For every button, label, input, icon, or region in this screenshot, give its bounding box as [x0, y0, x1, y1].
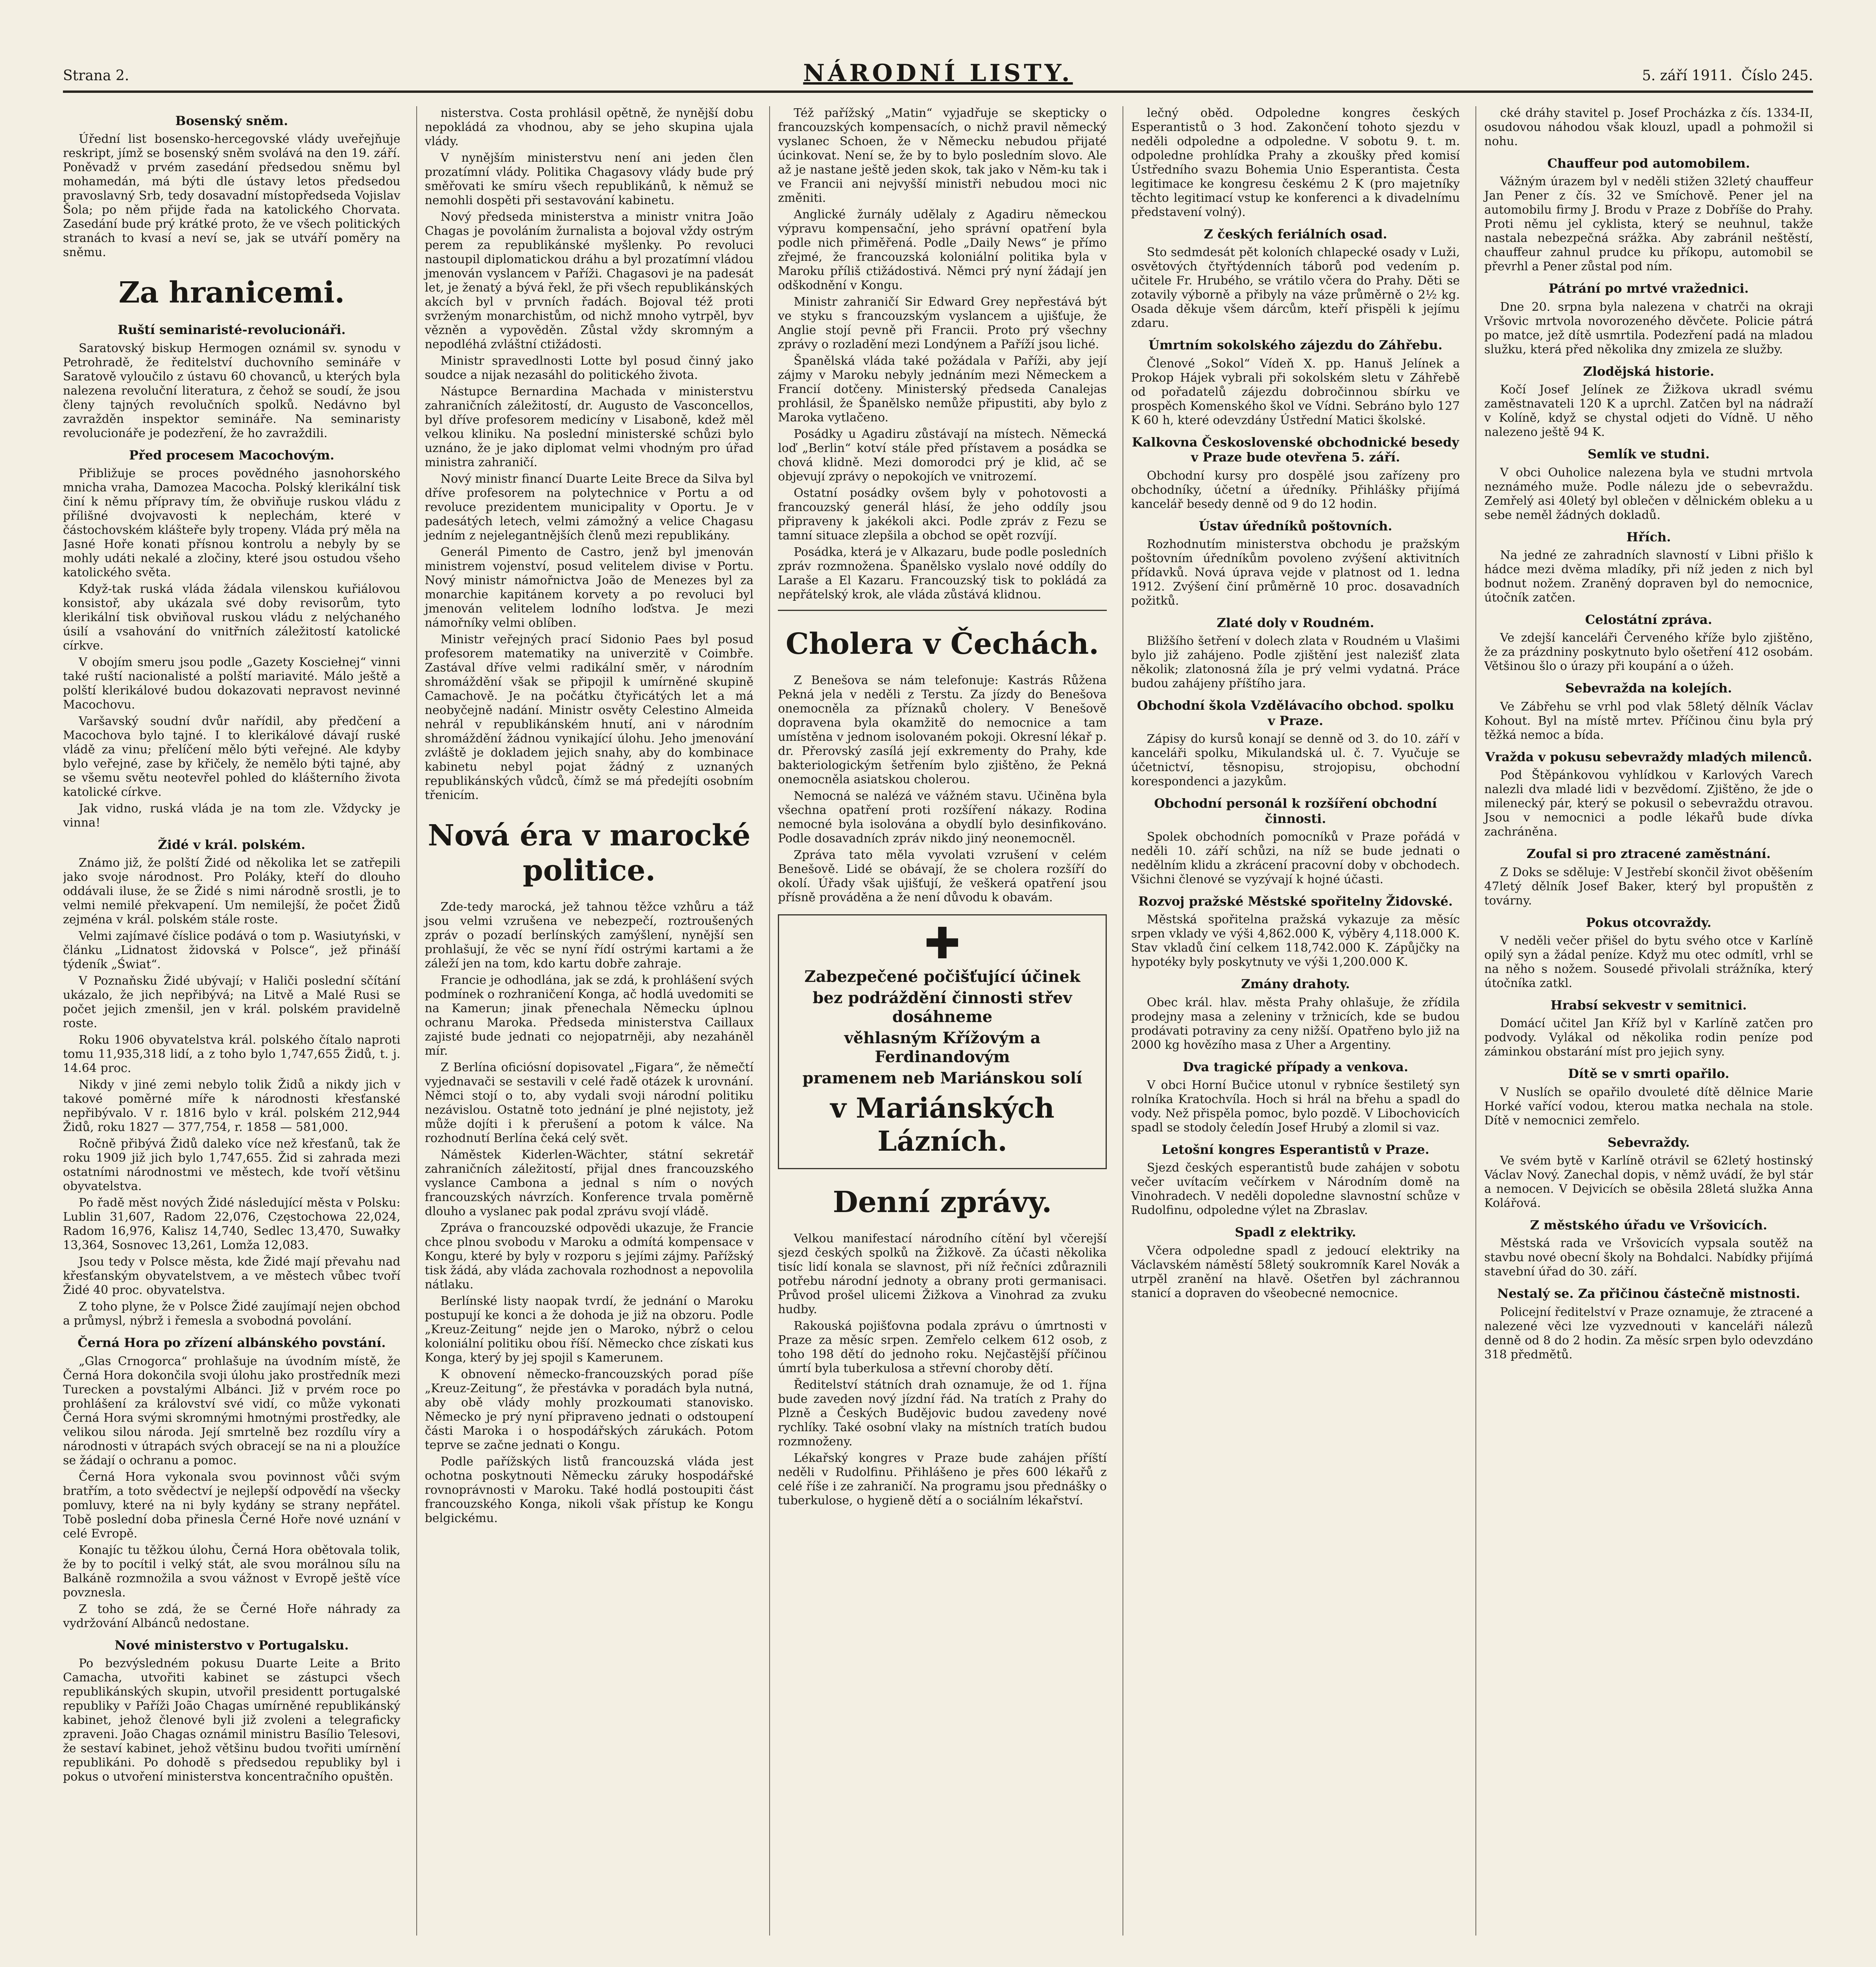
- paragraph: Přibližuje se proces povědného jasnohorského mnicha vraha, Damozea Macocha. Polský klerikální tisk činí k němu přípravy tím, že obviňuje ruskou vládu z přílišné dvojvavosti k neplechám, které v částochovském klášteře byly tropeny. Vláda prý měla na Jasné Hoře konati přísnou kontrolu a nebyly by se mohly udáti nekalé a zločiny, které jsou ostudou všeho katolického světa.: [63, 466, 401, 579]
- masthead: [63, 59, 1813, 93]
- article-heading: Vražda v pokusu sebevraždy mladých milenců.: [1485, 749, 1812, 764]
- article-heading: Zlaté doly v Roudném.: [1217, 615, 1374, 630]
- article-heading: Úmrtním sokolského zájezdu do Záhřebu.: [1148, 338, 1443, 353]
- paragraph: Z Berlína oficiósní dopisovatel „Figara“, že němečtí vyjednavači se sestavili v celé řadě otázek k urovnání. Němci stojí o to, aby vydali svoji národní politiku nezávislou. Ostatně toto jednání je plné nejistoty, jež může dojíti i k přerušení a potom k válce. Na rozhodnutí Berlína čeká celý svět.: [425, 1060, 754, 1145]
- paragraph: Černá Hora vykonala svou povinnost vůči svým bratřím, a toto svědectví je nejlepší odpovědí na všecky pomluvy, které na ni byly kydány se strany nepřátel. Tobě poslední doba přinesla Černé Hoře nové uznání v celé Evropě.: [63, 1470, 401, 1541]
- paragraph: Ministr zahraničí Sir Edward Grey nepřestává být ve styku s francouzským vyslancem a ujišťuje, že Anglie stojí pevně při Francii. Proto prý všechny zprávy o rozladění mezi Londýnem a Paříží jsou liché.: [778, 295, 1107, 351]
- article-heading: Černá Hora po zřízení albánského povstání.: [78, 1335, 386, 1351]
- paragraph: Na jedné ze zahradních slavností v Libni přišlo k hádce mezi dvěma mladíky, při níž jeden z nich byl bodnut nožem. Zraněný dopraven byl do nemocnice, útočník zatčen.: [1484, 548, 1813, 605]
- paragraph: V neděli večer přišel do bytu svého otce v Karlíně opilý syn a žádal peníze. Když mu otec odmítl, vrhl se na něho s nožem. Sousedé přivolali strážníka, který útočníka zatkl.: [1484, 934, 1813, 990]
- section-heading: Za hranicemi.: [118, 276, 345, 310]
- article-heading: Spadl z elektriky.: [1235, 1225, 1356, 1240]
- paragraph: Ve zdejší kanceláři Červeného kříže bylo zjištěno, že za prázdniny poskytnuto bylo ošetření 412 osobám. Většinou šlo o úrazy při koupání a o úžeh.: [1484, 631, 1813, 674]
- article-heading: Dítě se v smrti opařilo.: [1568, 1066, 1730, 1081]
- paragraph: Ministr veřejných prací Sidonio Paes byl posud profesorem matematiky na univerzitě v Coimbře. Zastával dříve velmi radikální směr, v národním shromáždění však se připojil k umírněné skupině Camachově. Je na počátku čtyřicátých let a má neobyčejně nadání. Ministr osvěty Celestino Almeida nehrál v republikánském hnutí, ani v národním shromáždění žádnou vynikající úlohu. Jeho jmenování zvláště je dokladem jejich snahy, aby do kombinace kabinetu nebyl pojat žádný z uznaných republikánských vůdců, čímž se má předejíti osobním třenicím.: [425, 633, 754, 802]
- section-heading: Cholera v Čechách.: [785, 627, 1099, 661]
- paragraph: Vážným úrazem byl v neděli stižen 32letý chauffeur Jan Pener z čís. 32 ve Smíchově. Pener jel na automobilu firmy J. Brodu v Praze z Dobříše do Prahy. Proti němu jel cyklista, který se neuhnul, takže nastala nebezpečná srážka. Aby zabránil neštěstí, chauffeur zahnul prudce ku příkopu, automobil se převrhl a Pener zůstal pod ním.: [1484, 175, 1813, 274]
- paragraph: V Nuslích se opařilo dvouleté dítě dělnice Marie Horké vařící vodou, kterou matka nechala na stole. Dítě v nemocnici zemřelo.: [1484, 1085, 1813, 1127]
- article-heading: Letošní kongres Esperantistů v Praze.: [1161, 1142, 1429, 1157]
- paragraph: Podle pařížských listů francouzská vláda jest ochotna poskytnouti Německu záruky hospodářské rovnoprávnosti v Maroku. Také hodlá postoupiti část francouzského Konga, nikoli však přístup ke Kongu belgickému.: [425, 1454, 754, 1525]
- article-heading: Nestalý se. Za přičinou částečně mistnosti.: [1497, 1286, 1800, 1301]
- article-heading: Hřích.: [1626, 529, 1671, 544]
- column-1: [63, 106, 401, 1936]
- paragraph: V obci Horní Bučice utonul v rybníce šestiletý syn rolníka Kratochvíla. Hoch si hrál na břehu a spadl do vody. Než přispěla pomoc, bylo pozdě. V Libochovicích spadl se stodoly čeledín Josef Hrubý a zlomil si vaz.: [1131, 1078, 1460, 1135]
- ad-line: věhlasným Křížovým a Ferdinandovým: [844, 1028, 1041, 1066]
- article-heading: Obchodní personál k rozšíření obchodní činnosti.: [1154, 796, 1437, 826]
- paragraph: Po bezvýsledném pokusu Duarte Leite a Brito Camacha, utvořiti kabinet se zástupci všech republikánských skupin, utvořil presidentt portugalské republiky v Paříži João Chagas umírněné republikánský kabinet, jehož členové byli již zvoleni a telegraficky zpraveni. João Chagas oznámil ministru Basílio Telesovi, že sestaví kabinet, jehož většinu budou tvořiti umírnění republikáni. Po dohodě s předsedou republiky byl i pokus o utvoření ministerstva koncentračního opuštěn.: [63, 1657, 401, 1784]
- issue-date: 5. září 1911. Číslo 245.: [1642, 67, 1813, 84]
- paragraph: nisterstva. Costa prohlásil opětně, že nynější dobu nepokládá za vhodnou, aby se jeho skupina ujala vlády.: [425, 106, 754, 148]
- ad-line: pramenem neb Mariánskou solí: [802, 1068, 1082, 1087]
- article-heading: Z městského úřadu ve Vršovicích.: [1530, 1218, 1767, 1233]
- article-heading: Sebevraždy.: [1607, 1135, 1690, 1150]
- column-2: [416, 106, 754, 1936]
- paragraph: Známo již, že polští Židé od několika let se zatřepili jako svoje národnost. Pro Poláky, kteří do dlouho oddávali iluse, že se Židé s nimi národně srostli, je to velmi nemilé překvapení. Um nemilejší, že počet Židů zejména v král. polském stále roste.: [63, 856, 401, 927]
- paragraph: Nový ministr financí Duarte Leite Brece da Silva byl dříve profesorem na polytechnice v Portu a od revoluce prezidentem municipality v Oportu. Je v padesátých letech, velmi zámožný a velice Chagasu jedním z nejelegantnějších členů mezi republikány.: [425, 472, 754, 542]
- article-heading: Zmány drahoty.: [1241, 976, 1350, 992]
- paragraph: Francie je odhodlána, jak se zdá, k prohlášení svých podmínek o rozhraničení Konga, ač hodlá uvedomiti se na Kamerun; jinak přenechala Německu úplnou ochranu Maroka. Předseda ministerstva Caillaux zajisté bude jednati co nejopatrněji, aby nezaháněl mír.: [425, 973, 754, 1058]
- paragraph: Dne 20. srpna byla nalezena v chatrči na okraji Vršovic mrtvola novorozeného děvčete. Policie pátrá po matce, jež dítě usmrtila. Podezření padá na mladou služku, která před několika dny zmizela ze služby.: [1484, 300, 1813, 356]
- cross-icon: ✚: [924, 918, 961, 969]
- article-heading: Hrabsí sekvestr v semitnici.: [1550, 997, 1747, 1013]
- paragraph: Bližšího šetření v dolech zlata v Roudném u Vlašimi bylo již zahájeno. Podle zjištění jest nalezišť zlata několik; zlatonosná žíla je prý velmi vydatná. Práce budou zahájeny příštího jara.: [1131, 634, 1460, 691]
- article-heading: Zlodějská historie.: [1583, 364, 1714, 379]
- article-heading: Dva tragické případy a venkova.: [1183, 1059, 1409, 1074]
- paragraph: Nový předseda ministerstva a ministr vnitra João Chagas je povoláním žurnalista a bojoval vždy ostrým perem za republikánské myšlenky. Po revoluci nastoupil diplomatickou dráhu a byl prozatímní vládou jmenován vyslancem v Paříži. Chagasovi je na padesát let, je ženatý a bývá řekl, že při všech republikánských akcích byl v prvních řadách. Bojoval též proti svrženým monarchistům, od nichž mnoho vytrpěl, byv vězněn a vypověděn. Zůstal vždy skromným a nepodléhá zvláštní ctižádosti.: [425, 210, 754, 351]
- paragraph: Po řadě měst nových Židé následující města v Polsku: Lublin 31,607, Radom 22,076, Częstochowa 22,024, Radom 16,976, Kalisz 14,740, Sedlec 13,470, Suwałky 13,364, Sosnovec 13,261, Lomža 12,083.: [63, 1196, 401, 1253]
- paragraph: Městská rada ve Vršovicích vypsala soutěž na stavbu nové obecní školy na Bohdalci. Nabídky přijímá stavební úřad do 30. září.: [1484, 1236, 1813, 1279]
- article-heading: Před procesem Macochovým.: [129, 447, 334, 463]
- column-4: [1123, 106, 1460, 1936]
- paragraph: V Poznaňsku Židé ubývají; v Haliči poslední sčítání ukázalo, že jich nepřibývá; na Litvě a Malé Rusi se počet jejich zmenšil, jen v král. polském pravidelně roste.: [63, 974, 401, 1031]
- paragraph: Včera odpoledne spadl z jedoucí elektriky na Václavském náměstí 58letý soukromník Karel Novák a utrpěl zranění na hlavě. Ošetřen byl záchrannou stanicí a dopraven do všeobecné nemocnice.: [1131, 1244, 1460, 1300]
- newspaper-title: NÁRODNÍ LISTY.: [803, 59, 1073, 87]
- ad-line: bez podráždění činnosti střev dosáhneme: [812, 988, 1072, 1026]
- paragraph: Nástupce Bernardina Machada v ministerstvu zahraničních záležitostí, dr. Augusto de Vasconcellos, byl dříve profesorem medicíny v Lisaboně, kdež měl velkou kliniku. Na poslední ministerské schůzi bylo uznáno, že je jako diplomat velmi vhodným pro úřad ministra zahraničí.: [425, 385, 754, 469]
- paragraph: Domácí učitel Jan Kříž byl v Karlíně zatčen pro podvody. Vylákal od několika rodin peníze pod záminkou obstarání míst pro jejich syny.: [1484, 1017, 1813, 1059]
- paragraph: Ročně přibývá Židů daleko více než křesťanů, tak že roku 1909 již jich bylo 1,747,655. Žid si zahrada mezi ostatními národnostmi ve městech, kde tvoří většinu obyvatelstva.: [63, 1137, 401, 1194]
- section-heading: Denní zprávy.: [833, 1185, 1052, 1219]
- paragraph: V obojím smeru jsou podle „Gazety Kosciełnej“ vinni také ruští nacionalisté a polští mariavité. Málo ještě a polští klerikálové budou dokazovati nepravost nevinné Macochovu.: [63, 655, 401, 712]
- article-heading: Celostátní zpráva.: [1585, 612, 1712, 627]
- paragraph: Ve Zábřehu se vrhl pod vlak 58letý dělník Václav Kohout. Byl na místě mrtev. Příčinou činu byla prý těžká nemoc a bída.: [1484, 699, 1813, 742]
- paragraph: Jak vidno, ruská vláda je na tom zle. Vždycky je vinna!: [63, 801, 401, 830]
- paragraph: Policejní ředitelství v Praze oznamuje, že ztracené a nalezené věci lze vyzvednouti v kanceláři nálezů denně od 8 do 2 hodin. Za měsíc srpen bylo odevzdáno 318 předmětů.: [1484, 1305, 1813, 1362]
- paragraph: Z toho plyne, že v Polsce Židé zaujímají nejen obchod a průmysl, nýbrž i řemesla a svobodná povolání.: [63, 1300, 401, 1328]
- paragraph: Sjezd českých esperantistů bude zahájen v sobotu večer uvítacím večírkem v Národním domě na Vinohradech. V neděli dopoledne slavnostní schůze v Rudolfinu, odpoledne výlet na Zbraslav.: [1131, 1161, 1460, 1218]
- paragraph: Saratovský biskup Hermogen oznámil sv. synodu v Petrohradě, že ředitelství duchovního semináře v Saratově vyloučilo z ústavu 60 chovanců, u kterých byla nalezena revoluční literatura, z čehož se soudí, že jsou členy tajných revolučních spolků. Nedávno byl zavražděn inspektor semináře. Na seminaristy revolucionáře je podezření, že ho zavraždili.: [63, 341, 401, 440]
- ad-title: v Mariánských Lázních.: [830, 1091, 1054, 1157]
- article-heading: Z českých feriálních osad.: [1204, 227, 1387, 242]
- paragraph: „Glas Crnogorca“ prohlašuje na úvodním místě, že Černá Hora dokončila svoji úlohu jako prostředník mezi Turecken a povstalými Albánci. Již v prvém roce po prohlášení za království své vidí, co může vykonati Černá Hora svými skromnými hmotnými prostředky, ale velikou silou národa. Její smrtelně bez rozdílu víry a národnosti v útrapách svých obracejí se na ni a ploužíce se žádají o ochranu a pomoc.: [63, 1354, 401, 1467]
- paragraph: Sto sedmdesát pět koloních chlapecké osady v Luži, osvětových čtyřtýdenních táborů pod vedením p. učitele Fr. Hrubého, se vrátilo včera do Prahy. Děti se zotavily výborně a přibyly na váze průměrně o 2½ kg. Osada děkuje všem dárcům, kteří přispěli k jejímu zdaru.: [1131, 245, 1460, 330]
- paragraph: Obchodní kursy pro dospělé jsou zařízeny pro obchodníky, účetní a úředníky. Přihlášky přijímá kancelář besedy denně od 9 do 12 hodin.: [1131, 469, 1460, 511]
- paragraph: Roku 1906 obyvatelstva král. polského čítalo naproti tomu 11,935,318 lidí, a z toho bylo 1,747,655 Židů, t. j. 14.64 proc.: [63, 1033, 401, 1076]
- paragraph: Varšavský soudní dvůr nařídil, aby předčení a Macochova bylo tajné. I to klerikálové dávají ruské vládě za vinu; přelíčení mělo býti veřejné. Ale kdyby bylo veřejné, zase by křičely, že nemělo býti tajné, aby se všemu světu neotevřel pohled do klášterního života katolické církve.: [63, 714, 401, 799]
- article-heading: Židé v král. polském.: [158, 837, 306, 852]
- paragraph: Posádka, která je v Alkazaru, bude podle posledních zpráv rozmnožena. Španělsko vyslalo nové oddíly do Laraše a El Kazaru. Francouzský tisk to pokládá za nepřátelský krok, ale vláda zůstává klidnou.: [778, 545, 1107, 602]
- paragraph: Spolek obchodních pomocníků v Praze pořádá v neděli 10. září schůzi, na níž se bude jednati o nedělním klidu a zkrácení pracovní doby v obchodech. Všichni členové se vyzývají k hojné účasti.: [1131, 830, 1460, 886]
- paragraph: Anglické žurnály udělaly z Agadiru německou výpravu kompensační, jeho správní opatření byla podle nich přiměřená. Podle „Daily News“ je přímo zřejmé, že francouzská koloniální politika byla v Maroku příliš ctižádostivá. Němci prý nyní žádají jen odškodnění v Kongu.: [778, 208, 1107, 292]
- paragraph: Nemocná se nalézá ve vážném stavu. Učiněna byla všechna opatření proti rozšíření nákazy. Rodina nemocné byla isolována a obydlí bylo desinfikováno. Podle dosavadních zpráv nikdo jiný neonemocněl.: [778, 789, 1107, 845]
- advertisement-box: [778, 914, 1107, 1169]
- column-3: [769, 106, 1107, 1936]
- paragraph: Zpráva tato měla vyvolati vzrušení v celém Benešově. Lidé se obávají, že se cholera rozšíří do okolí. Úřady však ujišťují, že veškerá opatření jsou přísně prováděna a že není důvodu k obavám.: [778, 848, 1107, 904]
- article-heading: Zoufal si pro ztracené zaměstnání.: [1526, 846, 1771, 862]
- article-heading: Ústav úředníků poštovních.: [1198, 518, 1392, 533]
- article-heading: Pokus otcovraždy.: [1586, 915, 1712, 930]
- section-heading: Nová éra v marocké politice.: [428, 819, 751, 888]
- paragraph: Obec král. hlav. města Prahy ohlašuje, že zřídila prodejny masa a zeleniny v tržnicích, kde se budou prodávati potraviny za ceny nižší. Opatřeno bylo již na 2000 kg hovězího masa z Uher a Argentiny.: [1131, 995, 1460, 1052]
- column-5: [1475, 106, 1813, 1936]
- paragraph: Ministr spravedlnosti Lotte byl posud činný jako soudce a nijak nezasáhl do politického života.: [425, 354, 754, 382]
- paragraph: Kočí Josef Jelínek ze Žižkova ukradl svému zaměstnavateli 120 K a uprchl. Zatčen byl na nádraží v Kolíně, když se chystal odjeti do Vídně. U něho nalezeno ještě 94 K.: [1484, 383, 1813, 439]
- article-heading: Kalkovna Československé obchodnické besedy v Praze bude otevřena 5. září.: [1132, 434, 1459, 465]
- paragraph: Z Doks se sděluje: V Jestřebí skončil život oběšením 47letý dělník Josef Baker, který byl propuštěn z továrny.: [1484, 865, 1813, 908]
- paragraph: Z toho se zdá, že se Černé Hoře náhrady za vydržování Albánců nedostane.: [63, 1602, 401, 1630]
- paragraph: Úřední list bosensko-hercegovské vlády uveřejňuje reskript, jímž se bosenský sněm svolává na den 19. září. Poněvadž v prvém zasedání předsedou sněmu byl mohamedán, má býti dle ústavy letos předsedou pravoslavný Srb, tedy dosavadní místopředseda Vojislav Šola; po něm přijde řada na katolického Chorvata. Zasedání bude prý krátké proto, že ve všech politických stranách to kvasí a neví se, jak se utváří poměry na sněmu.: [63, 132, 401, 260]
- paragraph: Když-tak ruská vláda žádala vilenskou kuřiálovou konsistoř, aby ukázala své doby revisorům, tyto klerikální tisk obviňoval ruskou vládu z nelýchaného úsilí a vsahování do vnitřních záležitostí katolické církve.: [63, 582, 401, 653]
- paragraph: Velkou manifestací národního cítění byl včerejší sjezd českých spolků na Žižkově. Za účasti několika tisíc lidí konala se slavnost, při níž řečníci zdůraznili potřebu národní jednoty a obrany proti germanisaci. Průvod prošel ulicemi Žižkova a Vinohrad za zvuku hudby.: [778, 1231, 1107, 1316]
- paragraph: lečný oběd. Odpoledne kongres českých Esperantistů o 3 hod. Zakončení tohoto sjezdu v neděli odpoledne a odpoledne. V sobotu 9. t. m. odpoledne prohlídka Prahy a zkoušky před komisí Ústředního svazu Bohemia Unio Esperantista. Česta legitimace ke kongresu českému 2 K (pro majetníky těchto legitimací vstup ke konferenci a k divadelnímu představení volný).: [1131, 106, 1460, 219]
- paragraph: V obci Ouholice nalezena byla ve studni mrtvola neznámého muže. Podle nálezu jde o sebevraždu. Zemřelý asi 40letý byl oblečen v dělnickém obleku a u sebe neměl žádných dokladů.: [1484, 465, 1813, 522]
- article-heading: Chauffeur pod automobilem.: [1547, 156, 1750, 171]
- paragraph: Zpráva o francouzské odpovědi ukazuje, že Francie chce plnou svobodu v Maroku a odmítá kompensace v Kongu, které by byly v rozporu s jejími zájmy. Pařížský tisk žádá, aby vláda zachovala rozhodnost a nepovolila nátlaku.: [425, 1221, 754, 1292]
- paragraph: Konajíc tu těžkou úlohu, Černá Hora obětovala tolik, že by to pocítil i velký stát, ale svou morálnou sílu na Balkáně rozmnožila a svou vážnost v Evropě ještě více povznesla.: [63, 1543, 401, 1600]
- paragraph: K obnovení německo-francouzských porad píše „Kreuz-Zeitung“, že přestávka v poradách byla nutná, aby obě vlády mohly prozkoumati stanovisko. Německo je prý nyní připraveno jednati o odstoupení části Maroka i o hospodářských zárukách. Potom teprve se začne jednati o Kongu.: [425, 1367, 754, 1452]
- paragraph: Zápisy do kursů konají se denně od 3. do 10. září v kanceláři spolku, Mikulandská ul. č. 7. Vyučuje se účetnictví, těsnopisu, strojopisu, obchodní korespondenci a jazykům.: [1131, 732, 1460, 789]
- paragraph: Zde-tedy marocká, jež tahnou těžce vzhůru a táž jsou velmi vzrušena ve nebezpečí, roztroušených zpráv o pozadí berlínských zamýšlení, nynější sen prohlašují, že věc se nyní řídí ostrými kartami a že záleží jen na tom, kdo kartu dobře zahraje.: [425, 900, 754, 971]
- article-heading: Semlík ve studni.: [1588, 447, 1710, 462]
- paragraph: Rozhodnutím ministerstva obchodu je pražským poštovním úředníkům povoleno zvýšení aktivitních přídavků. Nová úprava vejde v platnost od 1. ledna 1912. Zvýšení činí průměrně 10 proc. dosavadních požitků.: [1131, 537, 1460, 608]
- paragraph: Náměstek Kiderlen-Wächter, státní sekretář zahraničních záležitostí, přijal dnes francouzského vyslance Cambona a jednal s ním o nových francouzských návrzích. Konference trvala poměrně dlouho a vyslanec pak podal zprávu svojí vládě.: [425, 1148, 754, 1218]
- paragraph: Generál Pimento de Castro, jenž byl jmenován ministrem vojenství, posud velitelem divise v Portu. Nový ministr námořnictva João de Menezes byl za monarchie kapitánem korvety a po revoluci byl jmenován velitelem lodního loďstva. Je mezi námořníky velmi oblíben.: [425, 545, 754, 630]
- article-heading: Pátrání po mrtvé vražednici.: [1548, 281, 1749, 296]
- paragraph: Městská spořitelna pražská vykazuje za měsíc srpen vklady ve výši 4,862.000 K, výběry 4,118.000 K. Stav vkladů činí celkem 118,742.000 K. Zápůjčky na hypotéky byly poskytnuty ve výši 1,200.000 K.: [1131, 913, 1460, 969]
- paragraph: Lékařský kongres v Praze bude zahájen příští neděli v Rudolfinu. Přihlášeno je přes 600 lékařů z celé říše i ze zahraničí. Na programu jsou přednášky o tuberkulose, o hygieně dětí a o sociálním lékařství.: [778, 1451, 1107, 1508]
- paragraph: Posádky u Agadiru zůstávají na místech. Německá loď „Berlin“ kotví stále před přístavem a posádka se chová klidně. Mezi domorodci prý je klid, ač se objevují zprávy o nepokojích ve vnitrozemí.: [778, 427, 1107, 483]
- page-number: Strana 2.: [63, 67, 129, 84]
- article-heading: Sebevražda na kolejích.: [1565, 681, 1732, 696]
- article-heading: Obchodní škola Vzdělávacího obchod. spolku v Praze.: [1137, 698, 1454, 728]
- paragraph: Členové „Sokol“ Vídeň X. pp. Hanuš Jelínek a Prokop Hájek vybrali při sokolském sletu v Záhřebě od pořadatelů zájezdu dobročinnou sbírku ve prospěch Komenského škol ve Vídni. Sebráno bylo 127 K 60 h, které odevzdány Ústřední Matici školské.: [1131, 356, 1460, 427]
- paragraph: V nynějším ministerstvu není ani jeden člen prozatímní vlády. Politika Chagasovy vlády bude prý směřovati ke smíru všech republikánů, k němuž se nemohli dospěti při sestavování kabinetu.: [425, 151, 754, 207]
- paragraph: Rakouská pojišťovna podala zprávu o úmrtnosti v Praze za měsíc srpen. Zemřelo celkem 612 osob, z toho 198 dětí do jednoho roku. Nejčastější příčinou úmrtí byla tuberkulosa a střevní choroby dětí.: [778, 1319, 1107, 1375]
- paragraph: Ředitelství státních drah oznamuje, že od 1. října bude zaveden nový jízdní řád. Na tratích z Prahy do Plzně a Českých Budějovic budou zavedeny nové rychlíky. Také osobní vlaky na místních tratích budou rozmnoženy.: [778, 1378, 1107, 1448]
- article-heading: Bosenský sněm.: [175, 113, 288, 128]
- divider: [778, 610, 1107, 611]
- paragraph: Berlínské listy naopak tvrdí, že jednání o Maroku postupují ke konci a že dohoda je již na obzoru. Podle „Kreuz-Zeitung“ nejde jen o Maroko, nýbrž o celou koloniální politiku obou říší. Německo chce získati kus Konga, který by jej spojil s Kamerunem.: [425, 1294, 754, 1365]
- paragraph: Velmi zajímavé číslice podává o tom p. Wasiutyński, v článku „Lidnatost židovská v Polsce“, jež přináší týdeník „Świat“.: [63, 929, 401, 972]
- paragraph: Pod Štěpánkovou vyhlídkou v Karlových Varech nalezli dva mladé lidi v bezvědomí. Zjištěno, že jde o milenecký pár, který se pokusil o sebevraždu otravou. Jsou v nemocnici a podle lékařů bude dívka zachráněna.: [1484, 768, 1813, 839]
- paragraph: Ve svém bytě v Karlíně otrávil se 62letý hostinský Václav Nový. Zanechal dopis, v němž uvádí, že byl stár a nemocen. V Dejvicích se oběsila 28letá služka Anna Kolářová.: [1484, 1154, 1813, 1210]
- paragraph: Též pařížský „Matin“ vyjadřuje se skepticky o francouzských kompensacích, o nichž pravil německý vyslanec Schoen, že v Německu nebudou přijaté úcinkovat. Není se, že by to bylo posledním slovo. Ale až je nastane ještě jeden skok, tak jako v Něm-ku tak i ve Francii ani nejvyšší ministři nebudou moci nic změniti.: [778, 106, 1107, 205]
- article-heading: Rozvoj pražské Městské spořitelny Židovské.: [1138, 893, 1453, 909]
- paragraph: Nikdy v jiné zemi nebylo tolik Židů a nikdy jich v takové poměrné míře k národnosti křesťanské nepřibývalo. V r. 1816 bylo v král. polském 212,944 Židů, roku 1827 — 377,754, r. 1858 — 581,000.: [63, 1078, 401, 1135]
- article-heading: Nové ministerstvo v Portugalsku.: [114, 1637, 349, 1653]
- article-columns: [63, 106, 1813, 1936]
- article-heading: Ruští seminaristé-revolucionáři.: [118, 322, 346, 338]
- paragraph: Z Benešova se nám telefonuje: Kastrás Růžena Pekná jela v neděli z Terstu. Za jízdy do Benešova onemocněla za příznaků cholery. V Benešově dopravena byla okamžitě do nemocnice a tam umístěna v jednom isolovaném pokoji. Okresní lékař p. dr. Přerovský zasílá její exkrementy do Prahy, kde bakteriologickým šetřením bylo zjištěno, že Pekná onemocněla asiatskou cholerou.: [778, 673, 1107, 786]
- paragraph: cké dráhy stavitel p. Josef Procházka z čís. 1334-II, osudovou náhodou však klouzl, upadl a pohmožil si nohu.: [1484, 106, 1813, 148]
- paragraph: Jsou tedy v Polsce města, kde Židé mají převahu nad křesťanským obyvatelstvem, a ve městech vůbec tvoří Židé 40 proc. obyvatelstva.: [63, 1255, 401, 1297]
- paragraph: Španělská vláda také požádala v Paříži, aby její zájmy v Maroku nebyly jednáním mezi Německem a Francií dotčeny. Ministerský předseda Canalejas prohlásil, že Španělsko nemůže připustiti, aby bylo z Maroka vytlačeno.: [778, 354, 1107, 424]
- paragraph: Ostatní posádky ovšem byly v pohotovosti a francouzský generál hlásí, že jeho oddíly jsou připraveny k jakékoli akci. Podle zpráv z Fezu se tamní situace zlepšila a obchod se opět rozvíjí.: [778, 486, 1107, 542]
- ad-line: Zabezpečené počišťující účinek: [804, 967, 1080, 986]
